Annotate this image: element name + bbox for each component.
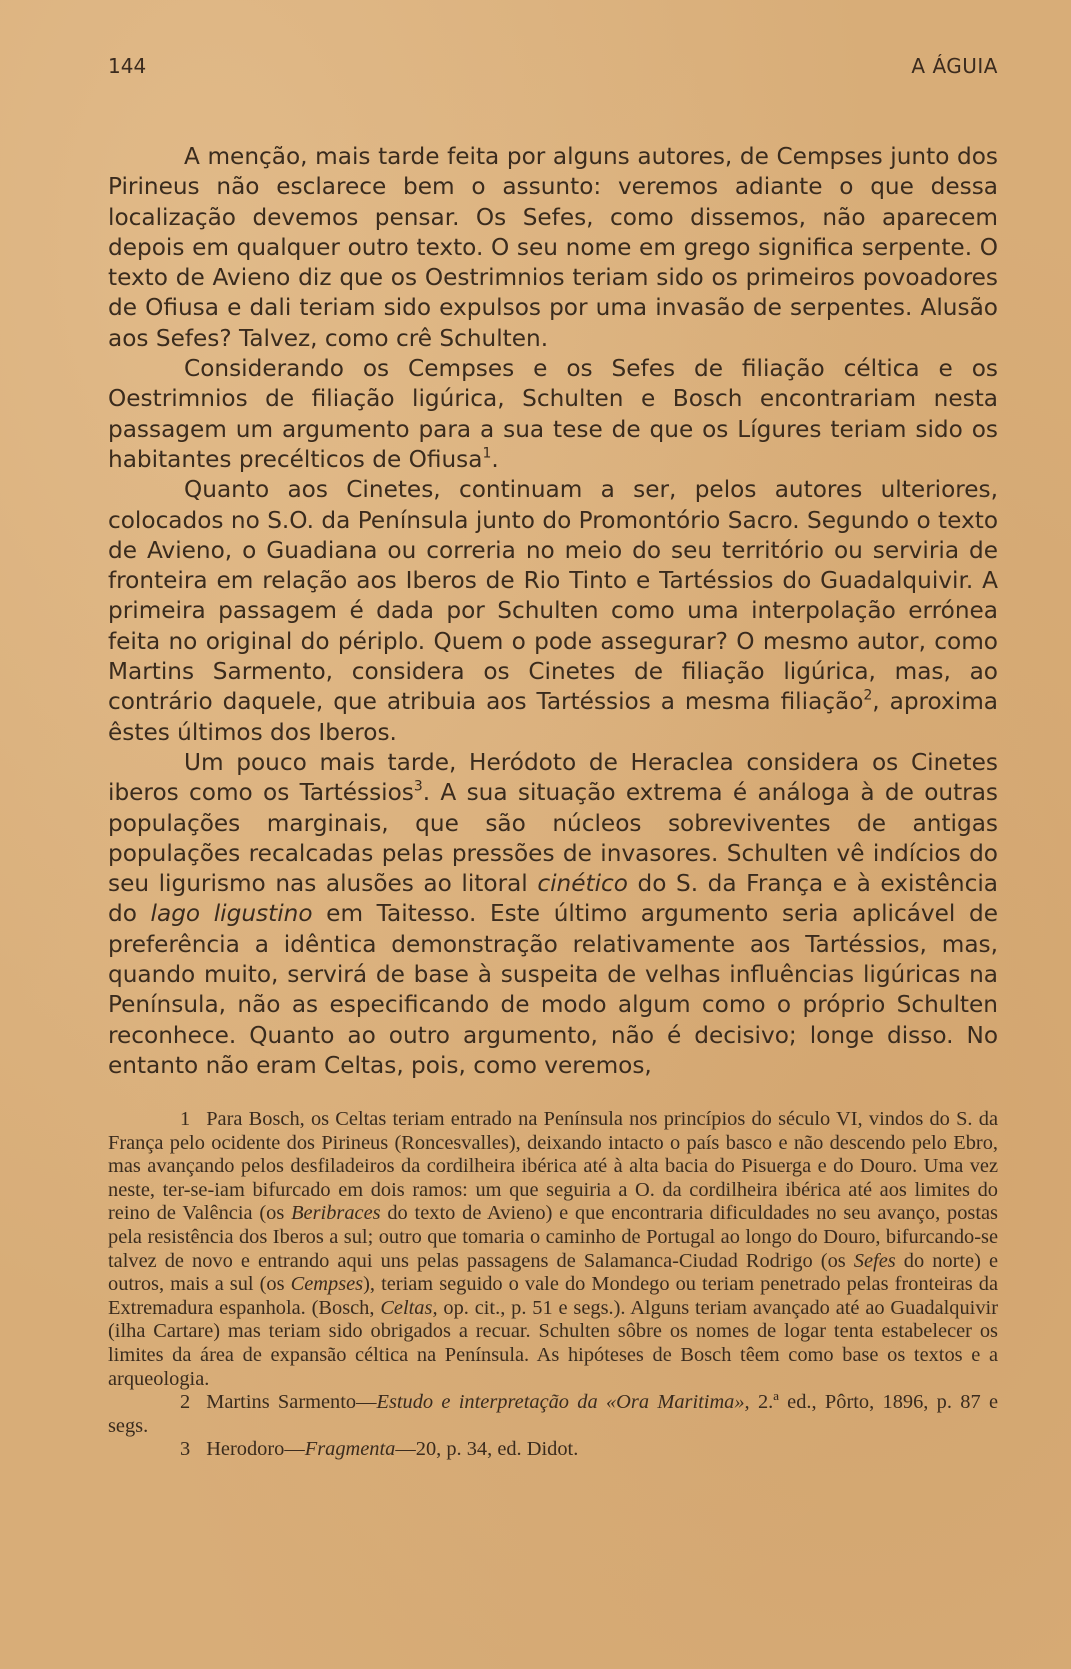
text-run: Para Bosch, os Celtas teriam entrado na Península nos princípios do século VI, vindos do S. da França pelo ocidente dos Pirineus (Roncesvalles), deixando intacto o país basco e não descendo pelo Ebro, mas avançando pelos desfiladeiros da cordilheira ibérica até à alta bacia do Pisuerga e do Douro. Uma vez neste, ter-se-iam bifurcado em dois ramos: um que seguiria a O. da cordilheira ibérica até aos limites do reino de Valência (os — [108, 1108, 998, 1225]
text-run: . A sua situação extrema é análoga à de outras populações marginais, que são núcleos sobreviventes de antigas populações recalcadas pelas pressões de invasores. Schulten vê indícios do seu ligurismo nas alusões ao litoral — [108, 779, 998, 898]
footnotes — [108, 1108, 998, 1462]
paragraph — [108, 475, 998, 748]
text-run: do S. da França e à existência do — [108, 870, 998, 928]
footnote — [108, 1438, 998, 1462]
running-head — [108, 54, 998, 84]
text-run: Quanto aos Cinetes, continuam a ser, pelos autores ulteriores, colocados no S.O. da Península junto do Promontório Sacro. Segundo o texto de Avieno, o Guadiana ou correria no meio do seu território ou serviria de fronteira em relação aos Iberos de Rio Tinto e Tartéssios do Guadalquivir. A primeira passagem é dada por Schulten como uma interpolação errónea feita no original do périplo. Quem o pode assegurar? O mesmo autor, como Martins Sarmento, considera os Cinetes de filiação ligúrica, mas, ao contrário daquele, que atribuia aos Tartéssios a mesma filiação — [108, 476, 998, 716]
text-run: Considerando os Cempses e os Sefes de filiação céltica e os Oestrimnios de filiação ligúrica, Schulten e Bosch encontrariam nesta passagem um argumento para a sua tese de que os Lígures teriam sido os habitantes precélticos de Ofiusa — [108, 355, 998, 473]
paragraph — [108, 142, 998, 354]
text-run: ), teriam seguido o vale do Mondego ou teriam penetrado pelas fronteiras da Extremadura espanhola. (Bosch, — [108, 1273, 998, 1319]
footnote-ref: 1 — [482, 445, 492, 462]
footnote-ref: 3 — [413, 778, 423, 795]
paragraph — [108, 748, 998, 1081]
running-title: A ÁGUIA — [911, 54, 998, 78]
text-run: A menção, mais tarde feita por alguns autores, de Cempses junto dos Pirineus não esclarece bem o assunto: veremos adiante o que dessa localização devemos pensar. Os Sefes, como dissemos, não aparecem depois em qualquer outro texto. O seu nome em grego significa serpente. O texto de Avieno diz que os Oestrimnios teriam sido os primeiros povoadores de Ofiusa e dali teriam sido expulsos por uma invasão de serpentes. Alusão aos Sefes? Talvez, como crê Schulten. — [108, 143, 998, 352]
text-run: do texto de Avieno) e que encontraria dificuldades no seu avanço, postas pela resistência dos Iberos a sul; outro que tomaria o caminho de Portugal ao longo do Douro, bifurcando-se talvez de novo e entrando aqui uns pelas passagens de Salamanca-Ciudad Rodrigo (os — [108, 1202, 998, 1272]
italic-text: Celtas, — [380, 1296, 438, 1319]
text-run: . — [491, 445, 499, 473]
paragraph — [108, 354, 998, 475]
footnote — [108, 1108, 998, 1391]
text-run: Herodoro— — [206, 1438, 305, 1461]
text-run: do norte) e outros, mais a sul (os — [108, 1249, 998, 1296]
italic-text: Fragmenta — [304, 1438, 396, 1461]
text-run: —20, p. 34, ed. Didot. — [395, 1438, 579, 1461]
italic-text: Estudo e interpretação da «Ora Maritima», — [376, 1391, 750, 1414]
footnote-number: 1 — [180, 1108, 191, 1130]
text-run: , aproxima êstes últimos dos Iberos. — [108, 688, 998, 746]
text-run: 2.ª ed., Pôrto, 1896, p. 87 e segs. — [108, 1391, 998, 1437]
page-number: 144 — [108, 54, 147, 78]
body-text — [108, 142, 998, 1081]
italic-text: cinético — [537, 870, 628, 898]
footnote-number: 2 — [180, 1391, 191, 1414]
italic-text: Sefes — [853, 1249, 896, 1272]
text-run: op. cit., p. 51 e segs.). Alguns teriam avançado até ao Guadalquivir (ilha Cartare) mas teriam sido obrigados a recuar. Schulten sôbre os nomes de logar tenta estabelecer os limites da área de expansão céltica na Península. As hipóteses de Bosch têem como base os textos e a arqueologia. — [108, 1296, 998, 1390]
footnote-number: 3 — [180, 1438, 191, 1461]
italic-text: Cempses — [290, 1273, 364, 1296]
text-run: em Taitesso. Este último argumento seria aplicável de preferência a idêntica demonstração relativamente aos Tartéssios, mas, quando muito, servirá de base à suspeita de velhas influências ligúricas na Península, não as especificando de modo algum como o próprio Schulten reconhece. Quanto ao outro argumento, não é decisivo; longe disso. No entanto não eram Celtas, pois, como veremos, — [108, 900, 998, 1079]
italic-text: Beribraces — [291, 1202, 381, 1225]
italic-text: lago ligustino — [150, 900, 313, 928]
footnote-ref: 2 — [863, 687, 873, 704]
text-run: Martins Sarmento— — [206, 1391, 377, 1414]
footnote — [108, 1391, 998, 1438]
text-run: Um pouco mais tarde, Heródoto de Heraclea considera os Cinetes iberos como os Tartéssios — [108, 748, 998, 807]
